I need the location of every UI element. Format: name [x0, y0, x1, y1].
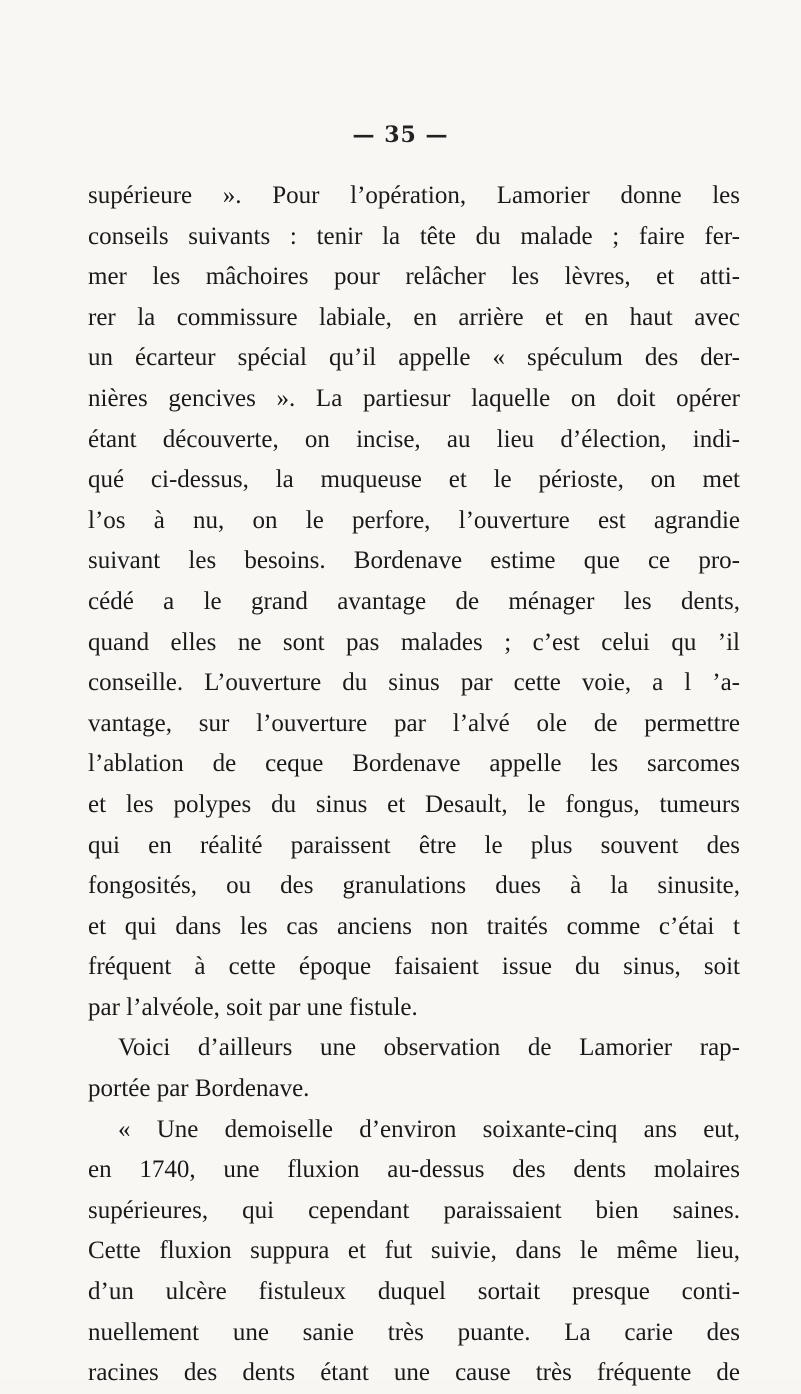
- text-line-2: conseils suivants : tenir la tête du malade ; faire fer-: [88, 222, 740, 250]
- text-line-21: par l’alvéole, soit par une fistule.: [88, 993, 418, 1021]
- text-line-4: rer la commissure labiale, en arrière et en haut avec: [88, 303, 740, 331]
- text-line-20: fréquent à cette époque faisaient issue du sinus, soit: [88, 953, 740, 981]
- text-line-3: mer les mâchoires pour relâcher les lèvres, et atti-: [88, 263, 740, 291]
- text-line-6: nières gencives ». La partiesur laquelle on doit opérer: [88, 384, 740, 412]
- text-line-28: d’un ulcère fistuleux duquel sortait presque conti-: [88, 1278, 740, 1306]
- text-line-27: Cette fluxion suppura et fut suivie, dans le même lieu,: [88, 1237, 740, 1265]
- text-line-29: nuellement une sanie très puante. La carie des: [88, 1318, 740, 1346]
- body-text: [88, 176, 740, 1394]
- text-line-26: supérieures, qui cependant paraissaient bien saines.: [88, 1196, 740, 1224]
- text-line-7: étant découverte, on incise, au lieu d’élection, indi-: [88, 425, 740, 453]
- text-line-9: l’os à nu, on le perfore, l’ouverture est agrandie: [88, 506, 740, 534]
- text-line-16: et les polypes du sinus et Desault, le fongus, tumeurs: [88, 790, 740, 818]
- text-line-12: quand elles ne sont pas malades ; c’est celui qu ’il: [88, 628, 740, 656]
- page-number-header: — 35 —: [352, 122, 449, 148]
- text-line-5: un écarteur spécial qu’il appelle « spéculum des der-: [88, 344, 740, 372]
- text-line-8: qué ci-dessus, la muqueuse et le périoste, on met: [88, 466, 740, 494]
- text-line-11: cédé a le grand avantage de ménager les dents,: [88, 587, 740, 615]
- text-line-30: racines des dents étant une cause très fréquente de: [88, 1359, 740, 1387]
- text-line-19: et qui dans les cas anciens non traités comme c’étai t: [88, 912, 740, 940]
- text-line-10: suivant les besoins. Bordenave estime que ce pro-: [88, 547, 740, 575]
- text-line-1: supérieure ». Pour l’opération, Lamorier donne les: [88, 182, 740, 209]
- text-line-25: en 1740, une fluxion au-dessus des dents molaires: [88, 1156, 740, 1184]
- text-line-15: l’ablation de ceque Bordenave appelle les sarcomes: [88, 750, 740, 778]
- text-line-22: Voici d’ailleurs une observation de Lamorier rap-: [118, 1034, 740, 1062]
- text-line-23: portée par Bordenave.: [88, 1075, 310, 1103]
- text-line-13: conseille. L’ouverture du sinus par cette voie, a l ’a-: [88, 669, 740, 697]
- text-line-24: « Une demoiselle d’environ soixante-cinq ans eut,: [118, 1115, 740, 1143]
- text-line-14: vantage, sur l’ouverture par l’alvé ole de permettre: [88, 709, 740, 737]
- text-line-17: qui en réalité paraissent être le plus souvent des: [88, 831, 740, 859]
- text-line-18: fongosités, ou des granulations dues à la sinusite,: [88, 872, 740, 900]
